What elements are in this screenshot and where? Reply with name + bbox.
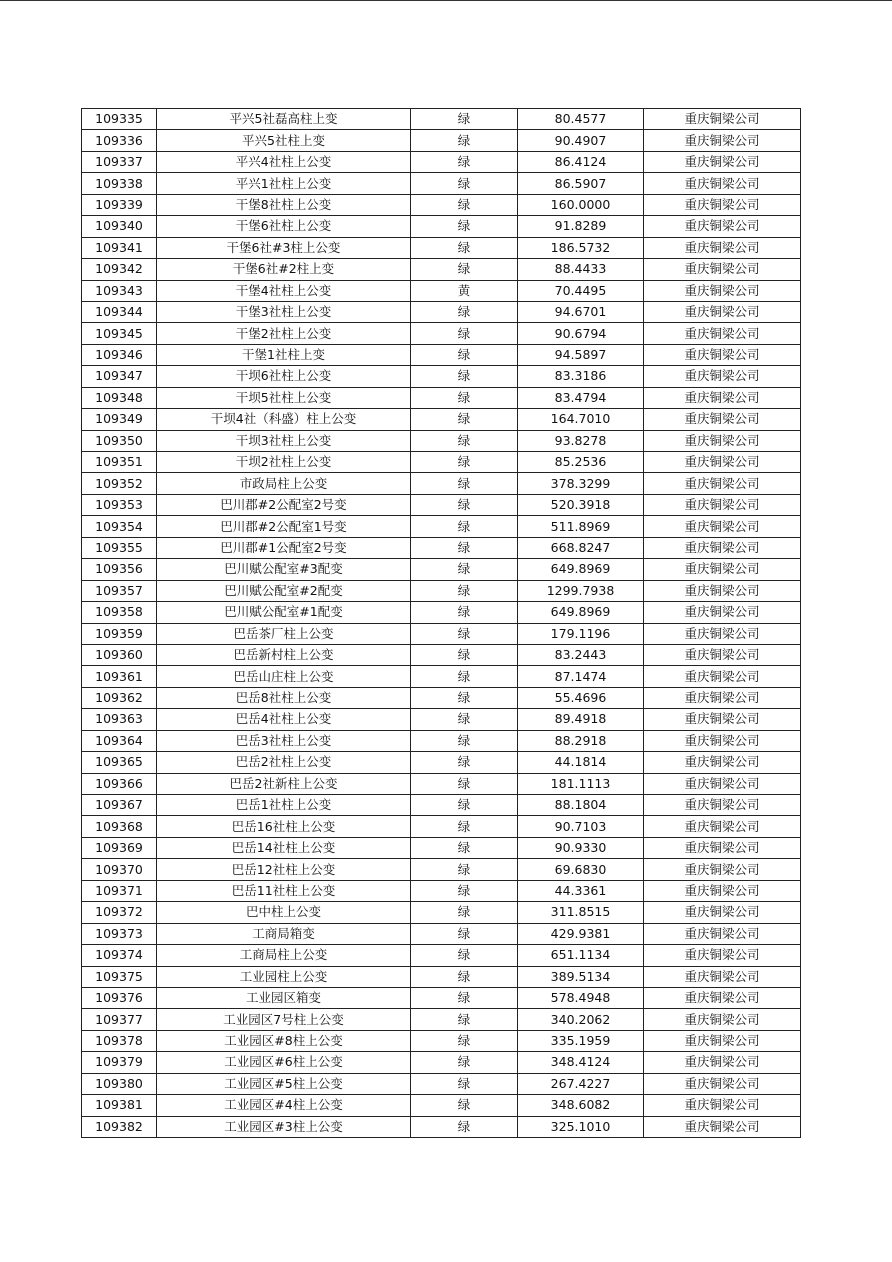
id-cell: 109379 — [82, 1052, 157, 1073]
value-cell: 87.1474 — [518, 666, 644, 687]
status-cell: 绿 — [411, 366, 518, 387]
value-cell: 325.1010 — [518, 1116, 644, 1137]
name-cell: 干堡8社柱上公变 — [157, 194, 411, 215]
value-cell: 69.6830 — [518, 859, 644, 880]
status-cell: 绿 — [411, 644, 518, 665]
status-cell: 绿 — [411, 816, 518, 837]
value-cell: 85.2536 — [518, 452, 644, 473]
name-cell: 平兴5社柱上变 — [157, 130, 411, 151]
status-cell: 绿 — [411, 452, 518, 473]
status-cell: 绿 — [411, 1116, 518, 1137]
status-cell: 绿 — [411, 730, 518, 751]
status-cell: 绿 — [411, 1009, 518, 1030]
name-cell: 干堡6社#2柱上变 — [157, 259, 411, 280]
id-cell: 109340 — [82, 216, 157, 237]
id-cell: 109367 — [82, 795, 157, 816]
value-cell: 91.8289 — [518, 216, 644, 237]
table-row — [82, 1095, 801, 1116]
status-cell: 绿 — [411, 130, 518, 151]
id-cell: 109362 — [82, 687, 157, 708]
name-cell: 干堡6社柱上公变 — [157, 216, 411, 237]
table-row — [82, 602, 801, 623]
id-cell: 109381 — [82, 1095, 157, 1116]
name-cell: 巴川赋公配室#2配变 — [157, 580, 411, 601]
company-cell: 重庆铜梁公司 — [644, 837, 801, 858]
status-cell: 绿 — [411, 473, 518, 494]
table-row — [82, 280, 801, 301]
status-cell: 绿 — [411, 709, 518, 730]
table-body — [82, 109, 801, 1138]
company-cell: 重庆铜梁公司 — [644, 902, 801, 923]
value-cell: 160.0000 — [518, 194, 644, 215]
name-cell: 工业园柱上公变 — [157, 966, 411, 987]
id-cell: 109353 — [82, 494, 157, 515]
value-cell: 94.6701 — [518, 301, 644, 322]
value-cell: 348.4124 — [518, 1052, 644, 1073]
value-cell: 179.1196 — [518, 623, 644, 644]
table-row — [82, 880, 801, 901]
company-cell: 重庆铜梁公司 — [644, 473, 801, 494]
value-cell: 429.9381 — [518, 923, 644, 944]
name-cell: 干坝3社柱上公变 — [157, 430, 411, 451]
company-cell: 重庆铜梁公司 — [644, 280, 801, 301]
status-cell: 绿 — [411, 494, 518, 515]
value-cell: 389.5134 — [518, 966, 644, 987]
id-cell: 109380 — [82, 1073, 157, 1094]
table-row — [82, 752, 801, 773]
name-cell: 工业园区#5柱上公变 — [157, 1073, 411, 1094]
status-cell: 绿 — [411, 151, 518, 172]
company-cell: 重庆铜梁公司 — [644, 259, 801, 280]
company-cell: 重庆铜梁公司 — [644, 344, 801, 365]
table-row — [82, 666, 801, 687]
id-cell: 109374 — [82, 945, 157, 966]
table-row — [82, 473, 801, 494]
status-cell: 绿 — [411, 945, 518, 966]
name-cell: 工业园区#3柱上公变 — [157, 1116, 411, 1137]
table-row — [82, 323, 801, 344]
id-cell: 109364 — [82, 730, 157, 751]
company-cell: 重庆铜梁公司 — [644, 752, 801, 773]
value-cell: 164.7010 — [518, 409, 644, 430]
table-row — [82, 1073, 801, 1094]
table-row — [82, 987, 801, 1008]
table-row — [82, 816, 801, 837]
id-cell: 109350 — [82, 430, 157, 451]
value-cell: 651.1134 — [518, 945, 644, 966]
status-cell: 绿 — [411, 537, 518, 558]
value-cell: 86.5907 — [518, 173, 644, 194]
value-cell: 70.4495 — [518, 280, 644, 301]
name-cell: 干堡1社柱上变 — [157, 344, 411, 365]
table-row — [82, 194, 801, 215]
name-cell: 工业园区#8柱上公变 — [157, 1030, 411, 1051]
name-cell: 工商局箱变 — [157, 923, 411, 944]
status-cell: 绿 — [411, 409, 518, 430]
company-cell: 重庆铜梁公司 — [644, 580, 801, 601]
table-row — [82, 623, 801, 644]
id-cell: 109356 — [82, 559, 157, 580]
company-cell: 重庆铜梁公司 — [644, 816, 801, 837]
value-cell: 186.5732 — [518, 237, 644, 258]
company-cell: 重庆铜梁公司 — [644, 130, 801, 151]
table-row — [82, 387, 801, 408]
company-cell: 重庆铜梁公司 — [644, 109, 801, 130]
company-cell: 重庆铜梁公司 — [644, 1030, 801, 1051]
table-row — [82, 301, 801, 322]
name-cell: 工业园区#4柱上公变 — [157, 1095, 411, 1116]
value-cell: 1299.7938 — [518, 580, 644, 601]
company-cell: 重庆铜梁公司 — [644, 1052, 801, 1073]
table-row — [82, 516, 801, 537]
status-cell: 绿 — [411, 1073, 518, 1094]
company-cell: 重庆铜梁公司 — [644, 730, 801, 751]
id-cell: 109345 — [82, 323, 157, 344]
company-cell: 重庆铜梁公司 — [644, 237, 801, 258]
value-cell: 88.2918 — [518, 730, 644, 751]
value-cell: 93.8278 — [518, 430, 644, 451]
name-cell: 平兴1社柱上公变 — [157, 173, 411, 194]
company-cell: 重庆铜梁公司 — [644, 687, 801, 708]
value-cell: 511.8969 — [518, 516, 644, 537]
value-cell: 44.1814 — [518, 752, 644, 773]
name-cell: 工商局柱上公变 — [157, 945, 411, 966]
value-cell: 649.8969 — [518, 559, 644, 580]
id-cell: 109368 — [82, 816, 157, 837]
status-cell: 绿 — [411, 109, 518, 130]
id-cell: 109348 — [82, 387, 157, 408]
table-row — [82, 430, 801, 451]
table-row — [82, 109, 801, 130]
name-cell: 干堡6社#3柱上公变 — [157, 237, 411, 258]
value-cell: 181.1113 — [518, 773, 644, 794]
table-row — [82, 559, 801, 580]
id-cell: 109357 — [82, 580, 157, 601]
name-cell: 巴川郡#2公配室2号变 — [157, 494, 411, 515]
value-cell: 578.4948 — [518, 987, 644, 1008]
table-row — [82, 1009, 801, 1030]
id-cell: 109338 — [82, 173, 157, 194]
name-cell: 巴岳3社柱上公变 — [157, 730, 411, 751]
status-cell: 绿 — [411, 387, 518, 408]
id-cell: 109361 — [82, 666, 157, 687]
company-cell: 重庆铜梁公司 — [644, 194, 801, 215]
table-row — [82, 859, 801, 880]
status-cell: 绿 — [411, 237, 518, 258]
table-row — [82, 259, 801, 280]
status-cell: 绿 — [411, 666, 518, 687]
name-cell: 工业园区7号柱上公变 — [157, 1009, 411, 1030]
name-cell: 工业园区#6柱上公变 — [157, 1052, 411, 1073]
name-cell: 干坝5社柱上公变 — [157, 387, 411, 408]
company-cell: 重庆铜梁公司 — [644, 795, 801, 816]
id-cell: 109363 — [82, 709, 157, 730]
name-cell: 平兴4社柱上公变 — [157, 151, 411, 172]
name-cell: 干堡3社柱上公变 — [157, 301, 411, 322]
value-cell: 90.6794 — [518, 323, 644, 344]
status-cell: 绿 — [411, 859, 518, 880]
table-row — [82, 644, 801, 665]
value-cell: 88.4433 — [518, 259, 644, 280]
name-cell: 巴川郡#1公配室2号变 — [157, 537, 411, 558]
name-cell: 工业园区箱变 — [157, 987, 411, 1008]
table-row — [82, 795, 801, 816]
table-row — [82, 1030, 801, 1051]
id-cell: 109339 — [82, 194, 157, 215]
name-cell: 干坝2社柱上公变 — [157, 452, 411, 473]
name-cell: 巴岳16社柱上公变 — [157, 816, 411, 837]
id-cell: 109371 — [82, 880, 157, 901]
name-cell: 巴岳2社新柱上公变 — [157, 773, 411, 794]
status-cell: 绿 — [411, 194, 518, 215]
company-cell: 重庆铜梁公司 — [644, 623, 801, 644]
value-cell: 340.2062 — [518, 1009, 644, 1030]
id-cell: 109366 — [82, 773, 157, 794]
value-cell: 90.9330 — [518, 837, 644, 858]
value-cell: 348.6082 — [518, 1095, 644, 1116]
name-cell: 巴岳新村柱上公变 — [157, 644, 411, 665]
company-cell: 重庆铜梁公司 — [644, 173, 801, 194]
name-cell: 巴岳2社柱上公变 — [157, 752, 411, 773]
table-row — [82, 730, 801, 751]
id-cell: 109337 — [82, 151, 157, 172]
name-cell: 干坝4社（科盛）柱上公变 — [157, 409, 411, 430]
company-cell: 重庆铜梁公司 — [644, 666, 801, 687]
id-cell: 109354 — [82, 516, 157, 537]
table-row — [82, 773, 801, 794]
status-cell: 绿 — [411, 516, 518, 537]
table-row — [82, 366, 801, 387]
status-cell: 绿 — [411, 559, 518, 580]
company-cell: 重庆铜梁公司 — [644, 945, 801, 966]
value-cell: 94.5897 — [518, 344, 644, 365]
table-row — [82, 1052, 801, 1073]
name-cell: 平兴5社磊高柱上变 — [157, 109, 411, 130]
name-cell: 巴岳山庄柱上公变 — [157, 666, 411, 687]
table-row — [82, 923, 801, 944]
name-cell: 巴岳茶厂柱上公变 — [157, 623, 411, 644]
status-cell: 绿 — [411, 602, 518, 623]
company-cell: 重庆铜梁公司 — [644, 1116, 801, 1137]
id-cell: 109336 — [82, 130, 157, 151]
value-cell: 335.1959 — [518, 1030, 644, 1051]
value-cell: 649.8969 — [518, 602, 644, 623]
table-row — [82, 216, 801, 237]
status-cell: 绿 — [411, 987, 518, 1008]
company-cell: 重庆铜梁公司 — [644, 559, 801, 580]
table-row — [82, 130, 801, 151]
company-cell: 重庆铜梁公司 — [644, 323, 801, 344]
status-cell: 绿 — [411, 1052, 518, 1073]
company-cell: 重庆铜梁公司 — [644, 773, 801, 794]
company-cell: 重庆铜梁公司 — [644, 923, 801, 944]
status-cell: 绿 — [411, 580, 518, 601]
name-cell: 干堡2社柱上公变 — [157, 323, 411, 344]
status-cell: 绿 — [411, 323, 518, 344]
company-cell: 重庆铜梁公司 — [644, 387, 801, 408]
value-cell: 83.3186 — [518, 366, 644, 387]
company-cell: 重庆铜梁公司 — [644, 880, 801, 901]
company-cell: 重庆铜梁公司 — [644, 859, 801, 880]
company-cell: 重庆铜梁公司 — [644, 602, 801, 623]
company-cell: 重庆铜梁公司 — [644, 1009, 801, 1030]
id-cell: 109346 — [82, 344, 157, 365]
table-row — [82, 966, 801, 987]
status-cell: 绿 — [411, 966, 518, 987]
company-cell: 重庆铜梁公司 — [644, 644, 801, 665]
table-row — [82, 687, 801, 708]
status-cell: 绿 — [411, 902, 518, 923]
company-cell: 重庆铜梁公司 — [644, 516, 801, 537]
value-cell: 89.4918 — [518, 709, 644, 730]
name-cell: 干坝6社柱上公变 — [157, 366, 411, 387]
name-cell: 市政局柱上公变 — [157, 473, 411, 494]
status-cell: 绿 — [411, 430, 518, 451]
table-row — [82, 494, 801, 515]
value-cell: 311.8515 — [518, 902, 644, 923]
page-top-border — [0, 0, 892, 1]
table-row — [82, 237, 801, 258]
status-cell: 绿 — [411, 837, 518, 858]
value-cell: 90.4907 — [518, 130, 644, 151]
company-cell: 重庆铜梁公司 — [644, 987, 801, 1008]
name-cell: 巴岳8社柱上公变 — [157, 687, 411, 708]
status-cell: 绿 — [411, 173, 518, 194]
table-row — [82, 837, 801, 858]
value-cell: 80.4577 — [518, 109, 644, 130]
table-row — [82, 902, 801, 923]
id-cell: 109358 — [82, 602, 157, 623]
name-cell: 巴岳1社柱上公变 — [157, 795, 411, 816]
status-cell: 黄 — [411, 280, 518, 301]
status-cell: 绿 — [411, 623, 518, 644]
name-cell: 巴岳11社柱上公变 — [157, 880, 411, 901]
id-cell: 109347 — [82, 366, 157, 387]
table-row — [82, 344, 801, 365]
table-row — [82, 580, 801, 601]
value-cell: 55.4696 — [518, 687, 644, 708]
company-cell: 重庆铜梁公司 — [644, 966, 801, 987]
table-row — [82, 945, 801, 966]
status-cell: 绿 — [411, 880, 518, 901]
company-cell: 重庆铜梁公司 — [644, 151, 801, 172]
status-cell: 绿 — [411, 1030, 518, 1051]
id-cell: 109377 — [82, 1009, 157, 1030]
value-cell: 267.4227 — [518, 1073, 644, 1094]
table-row — [82, 151, 801, 172]
status-cell: 绿 — [411, 752, 518, 773]
name-cell: 巴岳12社柱上公变 — [157, 859, 411, 880]
company-cell: 重庆铜梁公司 — [644, 537, 801, 558]
table-row — [82, 452, 801, 473]
table-row — [82, 537, 801, 558]
id-cell: 109375 — [82, 966, 157, 987]
value-cell: 378.3299 — [518, 473, 644, 494]
id-cell: 109342 — [82, 259, 157, 280]
status-cell: 绿 — [411, 1095, 518, 1116]
status-cell: 绿 — [411, 301, 518, 322]
status-cell: 绿 — [411, 259, 518, 280]
table-row — [82, 409, 801, 430]
name-cell: 干堡4社柱上公变 — [157, 280, 411, 301]
id-cell: 109370 — [82, 859, 157, 880]
status-cell: 绿 — [411, 344, 518, 365]
value-cell: 83.2443 — [518, 644, 644, 665]
status-cell: 绿 — [411, 687, 518, 708]
company-cell: 重庆铜梁公司 — [644, 494, 801, 515]
id-cell: 109351 — [82, 452, 157, 473]
id-cell: 109349 — [82, 409, 157, 430]
table-row — [82, 173, 801, 194]
value-cell: 90.7103 — [518, 816, 644, 837]
id-cell: 109382 — [82, 1116, 157, 1137]
status-cell: 绿 — [411, 795, 518, 816]
id-cell: 109365 — [82, 752, 157, 773]
value-cell: 668.8247 — [518, 537, 644, 558]
id-cell: 109378 — [82, 1030, 157, 1051]
id-cell: 109360 — [82, 644, 157, 665]
id-cell: 109352 — [82, 473, 157, 494]
transformer-table — [81, 108, 801, 1138]
company-cell: 重庆铜梁公司 — [644, 709, 801, 730]
name-cell: 巴川赋公配室#1配变 — [157, 602, 411, 623]
id-cell: 109341 — [82, 237, 157, 258]
name-cell: 巴岳4社柱上公变 — [157, 709, 411, 730]
value-cell: 44.3361 — [518, 880, 644, 901]
status-cell: 绿 — [411, 216, 518, 237]
name-cell: 巴川郡#2公配室1号变 — [157, 516, 411, 537]
value-cell: 86.4124 — [518, 151, 644, 172]
company-cell: 重庆铜梁公司 — [644, 1095, 801, 1116]
id-cell: 109344 — [82, 301, 157, 322]
status-cell: 绿 — [411, 773, 518, 794]
company-cell: 重庆铜梁公司 — [644, 216, 801, 237]
company-cell: 重庆铜梁公司 — [644, 1073, 801, 1094]
value-cell: 83.4794 — [518, 387, 644, 408]
id-cell: 109376 — [82, 987, 157, 1008]
table-row — [82, 709, 801, 730]
id-cell: 109343 — [82, 280, 157, 301]
company-cell: 重庆铜梁公司 — [644, 366, 801, 387]
table-row — [82, 1116, 801, 1137]
id-cell: 109373 — [82, 923, 157, 944]
id-cell: 109372 — [82, 902, 157, 923]
company-cell: 重庆铜梁公司 — [644, 430, 801, 451]
name-cell: 巴岳14社柱上公变 — [157, 837, 411, 858]
name-cell: 巴川赋公配室#3配变 — [157, 559, 411, 580]
name-cell: 巴中柱上公变 — [157, 902, 411, 923]
id-cell: 109359 — [82, 623, 157, 644]
company-cell: 重庆铜梁公司 — [644, 409, 801, 430]
company-cell: 重庆铜梁公司 — [644, 452, 801, 473]
company-cell: 重庆铜梁公司 — [644, 301, 801, 322]
value-cell: 88.1804 — [518, 795, 644, 816]
id-cell: 109355 — [82, 537, 157, 558]
id-cell: 109335 — [82, 109, 157, 130]
value-cell: 520.3918 — [518, 494, 644, 515]
id-cell: 109369 — [82, 837, 157, 858]
status-cell: 绿 — [411, 923, 518, 944]
